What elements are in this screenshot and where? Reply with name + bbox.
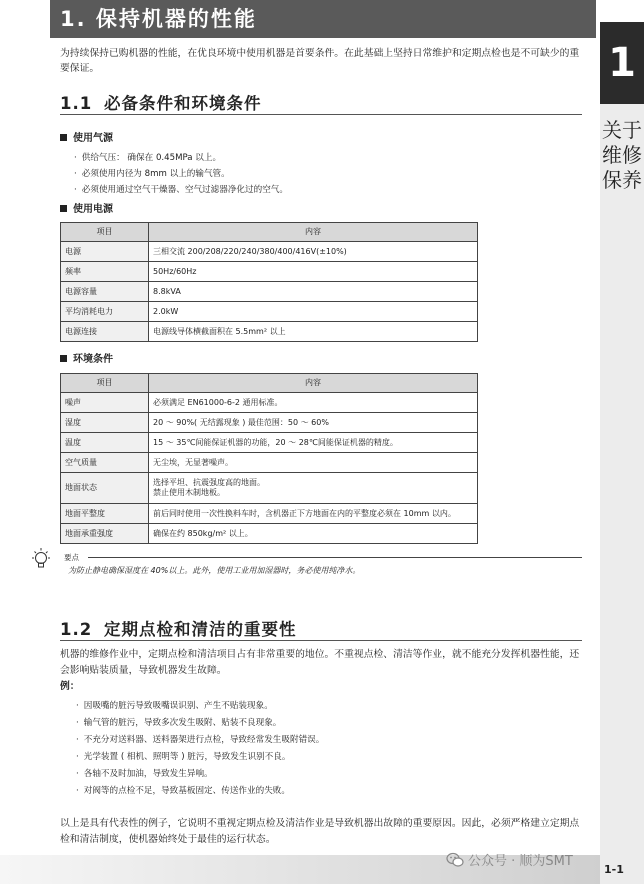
list-item: · 各轴不及时加油，导致发生异响。 — [76, 766, 582, 783]
chapter-side-tab — [600, 22, 644, 884]
table-row — [61, 413, 478, 433]
note-label: 要点 — [64, 553, 79, 562]
table-row — [61, 242, 478, 262]
table-cell-value: 三相交流 200/208/220/240/380/400/416V(±10%) — [149, 242, 478, 262]
air-requirements-list — [60, 150, 582, 198]
environment-spec-table — [60, 373, 478, 544]
table-header-row — [61, 223, 478, 242]
table-row — [61, 504, 478, 524]
note-text: 为防止静电确保湿度在 40%以上。此外，使用工业用加湿器时，务必使用纯净水。 — [68, 566, 361, 575]
note-divider — [88, 557, 582, 558]
conclusion-paragraph: 以上是具有代表性的例子，它说明不重视定期点检及清洁作业是导致机器出故障的重要原因。因此，必须严格建立定期点检和清洁制度，使机器始终处于最佳的运行状态。 — [60, 818, 580, 845]
maintenance-paragraph: 机器的维修作业中，定期点检和清洁项目占有非常重要的地位。不重视点检、清洁等作业，就不能充分发挥机器性能，还会影响贴装质量，导致机器发生故障。 — [60, 649, 580, 676]
list-item: · 输气管的脏污，导致多次发生吸附、贴装不良现象。 — [76, 715, 582, 732]
cell-line: 选择平坦、抗震强度高的地面。 — [153, 478, 265, 487]
intro-paragraph: 为持续保持已购机器的性能，在优良环境中使用机器是首要条件。在此基础上坚持日常维护和定期点检也是不可缺少的重要保证。 — [60, 48, 580, 74]
table-row — [61, 322, 478, 342]
table-cell-value: 15 ～ 35℃间能保证机器的功能，20 ～ 28℃间能保证机器的精度。 — [149, 433, 478, 453]
table-row — [61, 393, 478, 413]
section-title: 必备条件和环境条件 — [104, 94, 262, 113]
subsection-air-title: 使用气源 — [60, 131, 582, 146]
table-cell-value: 前后同时使用一次性换料车时，含机器正下方地面在内的平整度必须在 10mm 以内。 — [149, 504, 478, 524]
table-cell-value: 确保在约 850kg/m² 以上。 — [149, 524, 478, 544]
chapter-title: 关于维修保养 — [602, 118, 642, 192]
subsection-environment-title: 环境条件 — [60, 352, 582, 367]
square-bullet-icon — [60, 205, 67, 212]
section-heading-1-1 — [60, 90, 582, 115]
table-cell-key: 电源容量 — [61, 282, 149, 302]
list-item: · 因吸嘴的脏污导致吸嘴误识别、产生不贴装现象。 — [76, 698, 582, 715]
table-cell-key: 地面承重强度 — [61, 524, 149, 544]
wechat-icon — [446, 852, 464, 868]
list-item: · 不充分对送料器、送料器架进行点检，导致经常发生吸附错误。 — [76, 732, 582, 749]
table-cell-key: 平均消耗电力 — [61, 302, 149, 322]
table-cell-key: 空气质量 — [61, 453, 149, 473]
list-item: · 必须使用通过空气干燥器、空气过滤器净化过的空气。 — [74, 182, 582, 198]
square-bullet-icon — [60, 355, 67, 362]
section-heading-1-2 — [60, 616, 582, 641]
table-cell-value: 无尘埃，无显著噪声。 — [149, 453, 478, 473]
list-item: · 供给气压： 确保在 0.45MPa 以上。 — [74, 150, 582, 166]
table-row — [61, 453, 478, 473]
table-row — [61, 473, 478, 504]
table-cell-key: 频率 — [61, 262, 149, 282]
section-title: 定期点检和清洁的重要性 — [104, 620, 297, 639]
table-row — [61, 262, 478, 282]
table-row — [61, 302, 478, 322]
table-row — [61, 524, 478, 544]
square-bullet-icon — [60, 134, 67, 141]
watermark — [446, 850, 573, 869]
column-header: 内容 — [149, 223, 478, 242]
column-header: 内容 — [149, 374, 478, 393]
table-cell-value: 必须满足 EN61000-6-2 通用标准。 — [149, 393, 478, 413]
column-header: 项目 — [61, 374, 149, 393]
power-spec-table — [60, 222, 478, 342]
section-number: 1.1 — [60, 94, 93, 113]
key-point-note — [60, 552, 582, 578]
table-cell-value — [149, 473, 478, 504]
list-item: · 光学装置 ( 相机、照明等 ) 脏污，导致发生识别不良。 — [76, 749, 582, 766]
table-cell-value: 电源线导体横截面积在 5.5mm² 以上 — [149, 322, 478, 342]
page-number: 1-1 — [604, 863, 624, 876]
table-row — [61, 282, 478, 302]
page-title: 1. 保持机器的性能 — [60, 7, 257, 31]
column-header: 项目 — [61, 223, 149, 242]
table-cell-key: 地面平整度 — [61, 504, 149, 524]
examples-list — [60, 698, 582, 800]
cell-line: 禁止使用木制地板。 — [153, 488, 225, 497]
subsection-power-title: 使用电源 — [60, 202, 582, 217]
section-number: 1.2 — [60, 620, 93, 639]
table-cell-key: 地面状态 — [61, 473, 149, 504]
table-header-row — [61, 374, 478, 393]
table-cell-value: 20 ～ 90%( 无结露现象 ) 最佳范围：50 ～ 60% — [149, 413, 478, 433]
watermark-text: 公众号 · 顺为SMT — [468, 854, 573, 869]
table-cell-key: 电源连接 — [61, 322, 149, 342]
table-cell-value: 50Hz/60Hz — [149, 262, 478, 282]
table-cell-key: 湿度 — [61, 413, 149, 433]
chapter-number: 1 — [600, 22, 644, 104]
list-item: · 必须使用内径为 8mm 以上的输气管。 — [74, 166, 582, 182]
table-cell-key: 噪声 — [61, 393, 149, 413]
page-header — [50, 0, 596, 38]
table-cell-key: 电源 — [61, 242, 149, 262]
lightbulb-icon — [28, 546, 54, 572]
table-row — [61, 433, 478, 453]
example-label: 例： — [60, 681, 80, 692]
table-cell-value: 2.0kW — [149, 302, 478, 322]
table-cell-key: 温度 — [61, 433, 149, 453]
list-item: · 对阀等的点检不足，导致基板固定、传送作业的失败。 — [76, 783, 582, 800]
table-cell-value: 8.8kVA — [149, 282, 478, 302]
document-content — [60, 46, 582, 848]
